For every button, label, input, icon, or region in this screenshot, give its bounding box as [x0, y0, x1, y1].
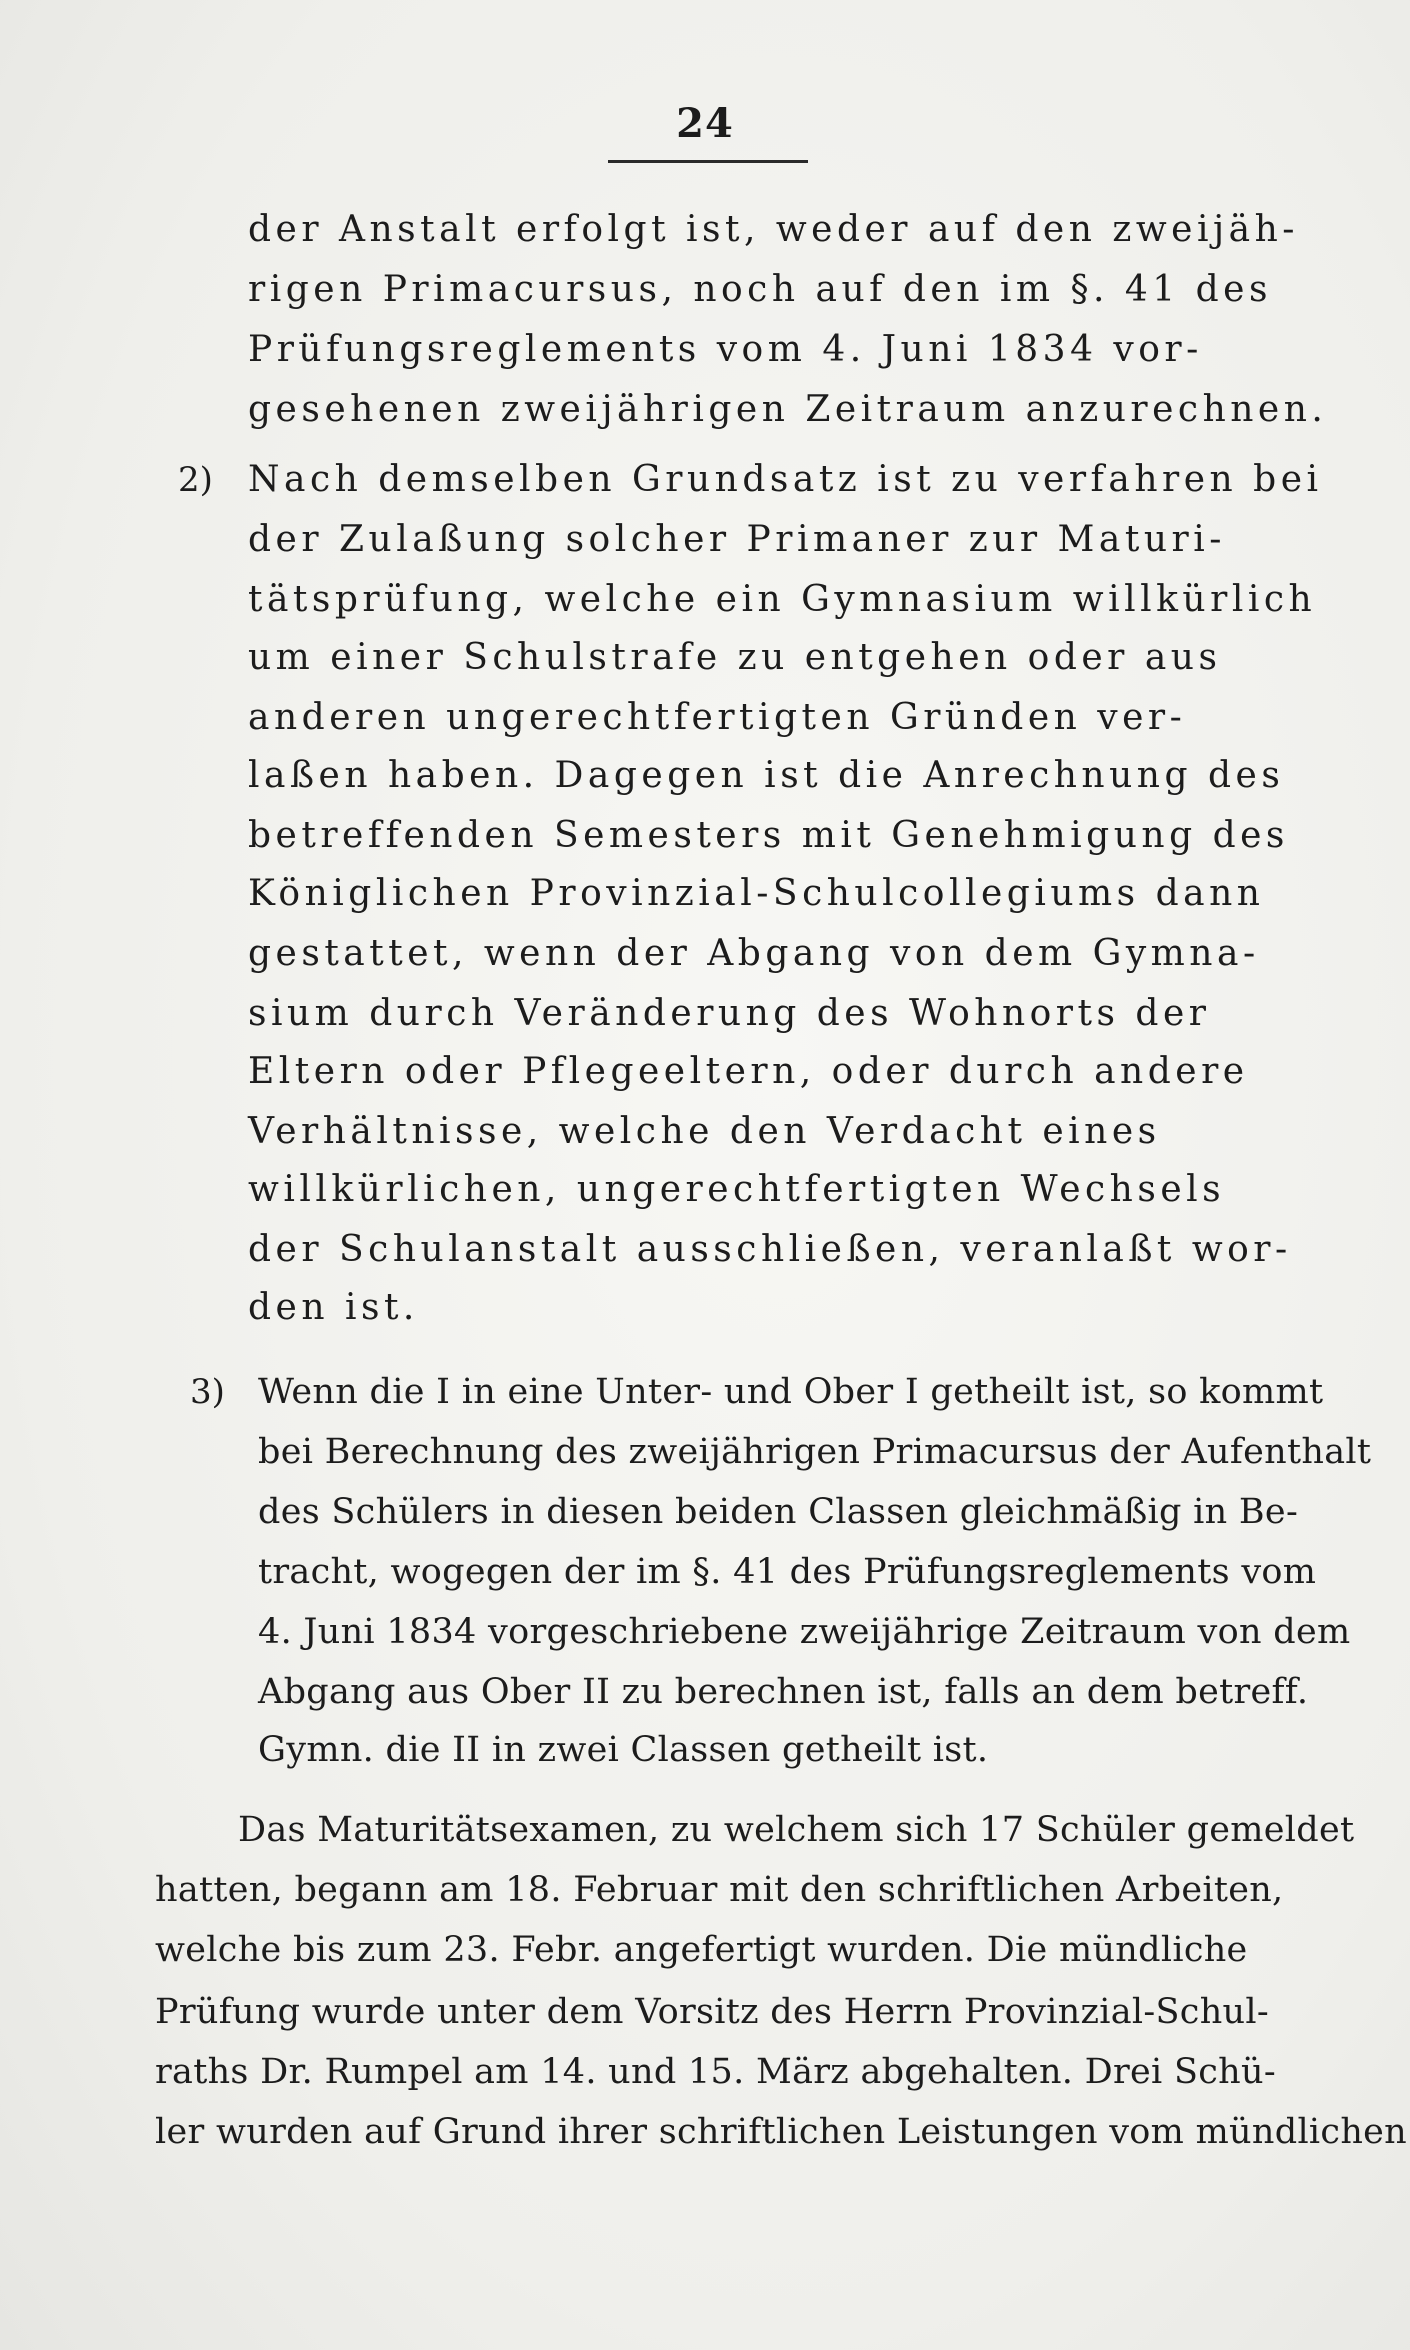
- item-3-line: des Schülers in diesen beiden Classen gleichmäßig in Be-: [258, 1492, 1299, 1532]
- item-3-line: bei Berechnung des zweijährigen Primacursus der Aufenthalt: [258, 1432, 1372, 1472]
- item-2-line: laßen haben. Dagegen ist die Anrechnung des: [248, 755, 1285, 796]
- item-2-line: um einer Schulstrafe zu entgehen oder aus: [248, 637, 1222, 678]
- item-2-line: Königlichen Provinzial-Schulcollegiums dann: [248, 873, 1265, 914]
- item-3-line: tracht, wogegen der im §. 41 des Prüfungsreglements vom: [258, 1552, 1317, 1592]
- item-2-line: betreffenden Semesters mit Genehmigung des: [248, 815, 1289, 856]
- paragraph-1-line: rigen Primacursus, noch auf den im §. 41 des: [248, 269, 1272, 310]
- item-2-line: der Schulanstalt ausschließen, veranlaßt wor-: [248, 1229, 1292, 1270]
- paragraph-4-line: raths Dr. Rumpel am 14. und 15. März abgehalten. Drei Schü-: [155, 2052, 1276, 2092]
- item-3-marker: 3): [190, 1372, 225, 1412]
- item-2-line: Verhältnisse, welche den Verdacht eines: [248, 1111, 1161, 1152]
- page-number: 24: [676, 100, 734, 147]
- item-2-line: gestattet, wenn der Abgang von dem Gymna-: [248, 933, 1260, 974]
- item-3-line: Abgang aus Ober II zu berechnen ist, falls an dem betreff.: [258, 1672, 1309, 1712]
- paragraph-4-line: hatten, begann am 18. Februar mit den schriftlichen Arbeiten,: [155, 1870, 1284, 1910]
- item-2-line: tätsprüfung, welche ein Gymnasium willkürlich: [248, 579, 1317, 620]
- item-3-line: Wenn die I in eine Unter- und Ober I getheilt ist, so kommt: [258, 1372, 1324, 1412]
- item-3-line: 4. Juni 1834 vorgeschriebene zweijährige Zeitraum von dem: [258, 1612, 1351, 1652]
- item-2-line: sium durch Veränderung des Wohnorts der: [248, 993, 1211, 1034]
- item-2-line: Eltern oder Pflegeeltern, oder durch andere: [248, 1051, 1249, 1092]
- item-2-line: Nach demselben Grundsatz ist zu verfahren bei: [248, 459, 1323, 500]
- item-2-line: der Zulaßung solcher Primaner zur Maturi-: [248, 519, 1226, 560]
- paragraph-4-line: Das Maturitätsexamen, zu welchem sich 17 Schüler gemeldet: [238, 1810, 1355, 1850]
- item-2-line: willkürlichen, ungerechtfertigten Wechsels: [248, 1169, 1226, 1210]
- header-rule: [608, 160, 808, 163]
- item-2-line: den ist.: [248, 1287, 419, 1328]
- paragraph-4-line: Prüfung wurde unter dem Vorsitz des Herrn Provinzial-Schul-: [155, 1992, 1269, 2032]
- item-2-marker: 2): [178, 460, 213, 500]
- item-3-line: Gymn. die II in zwei Classen getheilt ist.: [258, 1730, 989, 1770]
- item-2-line: anderen ungerechtfertigten Gründen ver-: [248, 697, 1187, 738]
- paragraph-4-line: ler wurden auf Grund ihrer schriftlichen Leistungen vom mündlichen: [155, 2112, 1408, 2152]
- paragraph-1-line: gesehenen zweijährigen Zeitraum anzurechnen.: [248, 389, 1328, 430]
- paragraph-1-line: der Anstalt erfolgt ist, weder auf den zweijäh-: [248, 209, 1299, 250]
- paragraph-4-line: welche bis zum 23. Febr. angefertigt wurden. Die mündliche: [155, 1930, 1248, 1970]
- paragraph-1-line: Prüfungsreglements vom 4. Juni 1834 vor-: [248, 329, 1203, 370]
